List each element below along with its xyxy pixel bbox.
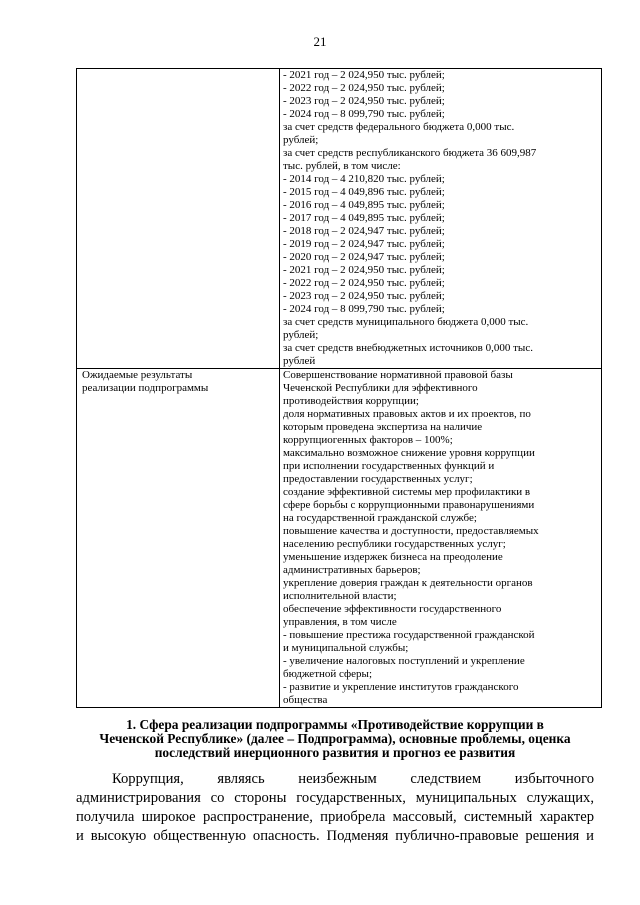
results-line: населению республики государственных услуг; <box>283 538 506 550</box>
results-line: бюджетной сферы; <box>283 668 372 680</box>
results-line: коррупциогенных факторов – 100%; <box>283 434 453 446</box>
paragraph-line: и высокую общественную опасность. Подменяя публично-правовые решения и <box>76 828 594 844</box>
funding-line: - 2023 год – 2 024,950 тыс. рублей; <box>283 95 445 107</box>
paragraph-line: Коррупция, являясь неизбежным следствием избыточного <box>112 771 594 787</box>
funding-line: тыс. рублей, в том числе: <box>283 160 401 172</box>
funding-label-cell <box>77 69 280 369</box>
results-label-line: Ожидаемые результаты <box>82 369 193 381</box>
page-number: 21 <box>313 34 327 49</box>
funding-row <box>77 69 602 369</box>
results-line: Чеченской Республики для эффективного <box>283 382 478 394</box>
results-line: создание эффективной системы мер профилактики в <box>283 486 531 498</box>
results-label-line: реализации подпрограммы <box>82 382 209 394</box>
expected-results-value-cell <box>280 369 602 708</box>
results-line: уменьшение издержек бизнеса на преодоление <box>283 551 503 563</box>
results-line: максимально возможное снижение уровня коррупции <box>283 447 535 459</box>
results-line: повышение качества и доступности, предоставляемых <box>283 525 539 537</box>
funding-line: - 2015 год – 4 049,896 тыс. рублей; <box>283 186 445 198</box>
funding-line: за счет средств федерального бюджета 0,000 тыс. <box>283 121 515 133</box>
paragraph-line: получила широкое распространение, приобрела массовый, системный характер <box>76 809 594 825</box>
funding-line: - 2018 год – 2 024,947 тыс. рублей; <box>283 225 445 237</box>
funding-line: рублей; <box>283 134 319 146</box>
funding-line: - 2021 год – 2 024,950 тыс. рублей; <box>283 264 445 276</box>
funding-value-cell <box>280 69 602 369</box>
funding-line: за счет средств муниципального бюджета 0,000 тыс. <box>283 316 529 328</box>
funding-line: рублей; <box>283 329 319 341</box>
section-heading <box>76 718 594 760</box>
funding-line: - 2019 год – 2 024,947 тыс. рублей; <box>283 238 445 250</box>
funding-line: - 2022 год – 2 024,950 тыс. рублей; <box>283 82 445 94</box>
results-line: - увеличение налоговых поступлений и укрепление <box>283 655 525 667</box>
results-line: - развитие и укрепление институтов гражданского <box>283 681 519 693</box>
funding-line: - 2016 год – 4 049,895 тыс. рублей; <box>283 199 445 211</box>
funding-line: - 2017 год – 4 049,895 тыс. рублей; <box>283 212 445 224</box>
results-line: сфере борьбы с коррупционными правонарушениями <box>283 499 535 511</box>
funding-line: - 2024 год – 8 099,790 тыс. рублей; <box>283 303 445 315</box>
results-line: предоставлении государственных услуг; <box>283 473 473 485</box>
results-line: Совершенствование нормативной правовой базы <box>283 369 513 381</box>
results-line: обеспечение эффективности государственного <box>283 603 502 615</box>
heading-line: 1. Сфера реализации подпрограммы «Противодействие коррупции в <box>126 717 544 732</box>
funding-line: - 2024 год – 8 099,790 тыс. рублей; <box>283 108 445 120</box>
results-line: укрепление доверия граждан к деятельности органов <box>283 577 533 589</box>
results-line: которым проведена экспертиза на наличие <box>283 421 483 433</box>
subprogram-passport-table <box>76 68 602 708</box>
results-line: доля нормативных правовых актов и их проектов, по <box>283 408 531 420</box>
funding-line: за счет средств внебюджетных источников 0,000 тыс. <box>283 342 533 354</box>
results-line: исполнительной власти; <box>283 590 397 602</box>
funding-line: - 2020 год – 2 024,947 тыс. рублей; <box>283 251 445 263</box>
results-line: противодействия коррупции; <box>283 395 419 407</box>
funding-line: - 2022 год – 2 024,950 тыс. рублей; <box>283 277 445 289</box>
results-line: при исполнении государственных функций и <box>283 460 495 472</box>
expected-results-row <box>77 369 602 708</box>
funding-line: - 2021 год – 2 024,950 тыс. рублей; <box>283 69 445 81</box>
body-paragraph <box>76 770 594 846</box>
paragraph-line: администрирования со стороны государственных, муниципальных служащих, <box>76 790 594 806</box>
results-line: и муниципальной службы; <box>283 642 409 654</box>
funding-line: - 2023 год – 2 024,950 тыс. рублей; <box>283 290 445 302</box>
heading-line: последствий инерционного развития и прогноз ее развития <box>154 745 516 760</box>
funding-line: рублей <box>283 355 316 367</box>
results-line: - повышение престижа государственной гражданской <box>283 629 535 641</box>
funding-line: за счет средств республиканского бюджета 36 609,987 <box>283 147 537 159</box>
funding-line: - 2014 год – 4 210,820 тыс. рублей; <box>283 173 445 185</box>
results-line: общества <box>283 694 328 706</box>
results-line: административных барьеров; <box>283 564 421 576</box>
heading-line: Чеченской Республике» (далее – Подпрограмма), основные проблемы, оценка <box>99 731 571 746</box>
expected-results-label-cell <box>77 369 280 708</box>
results-line: управления, в том числе <box>283 616 397 628</box>
results-line: на государственной гражданской службе; <box>283 512 477 524</box>
